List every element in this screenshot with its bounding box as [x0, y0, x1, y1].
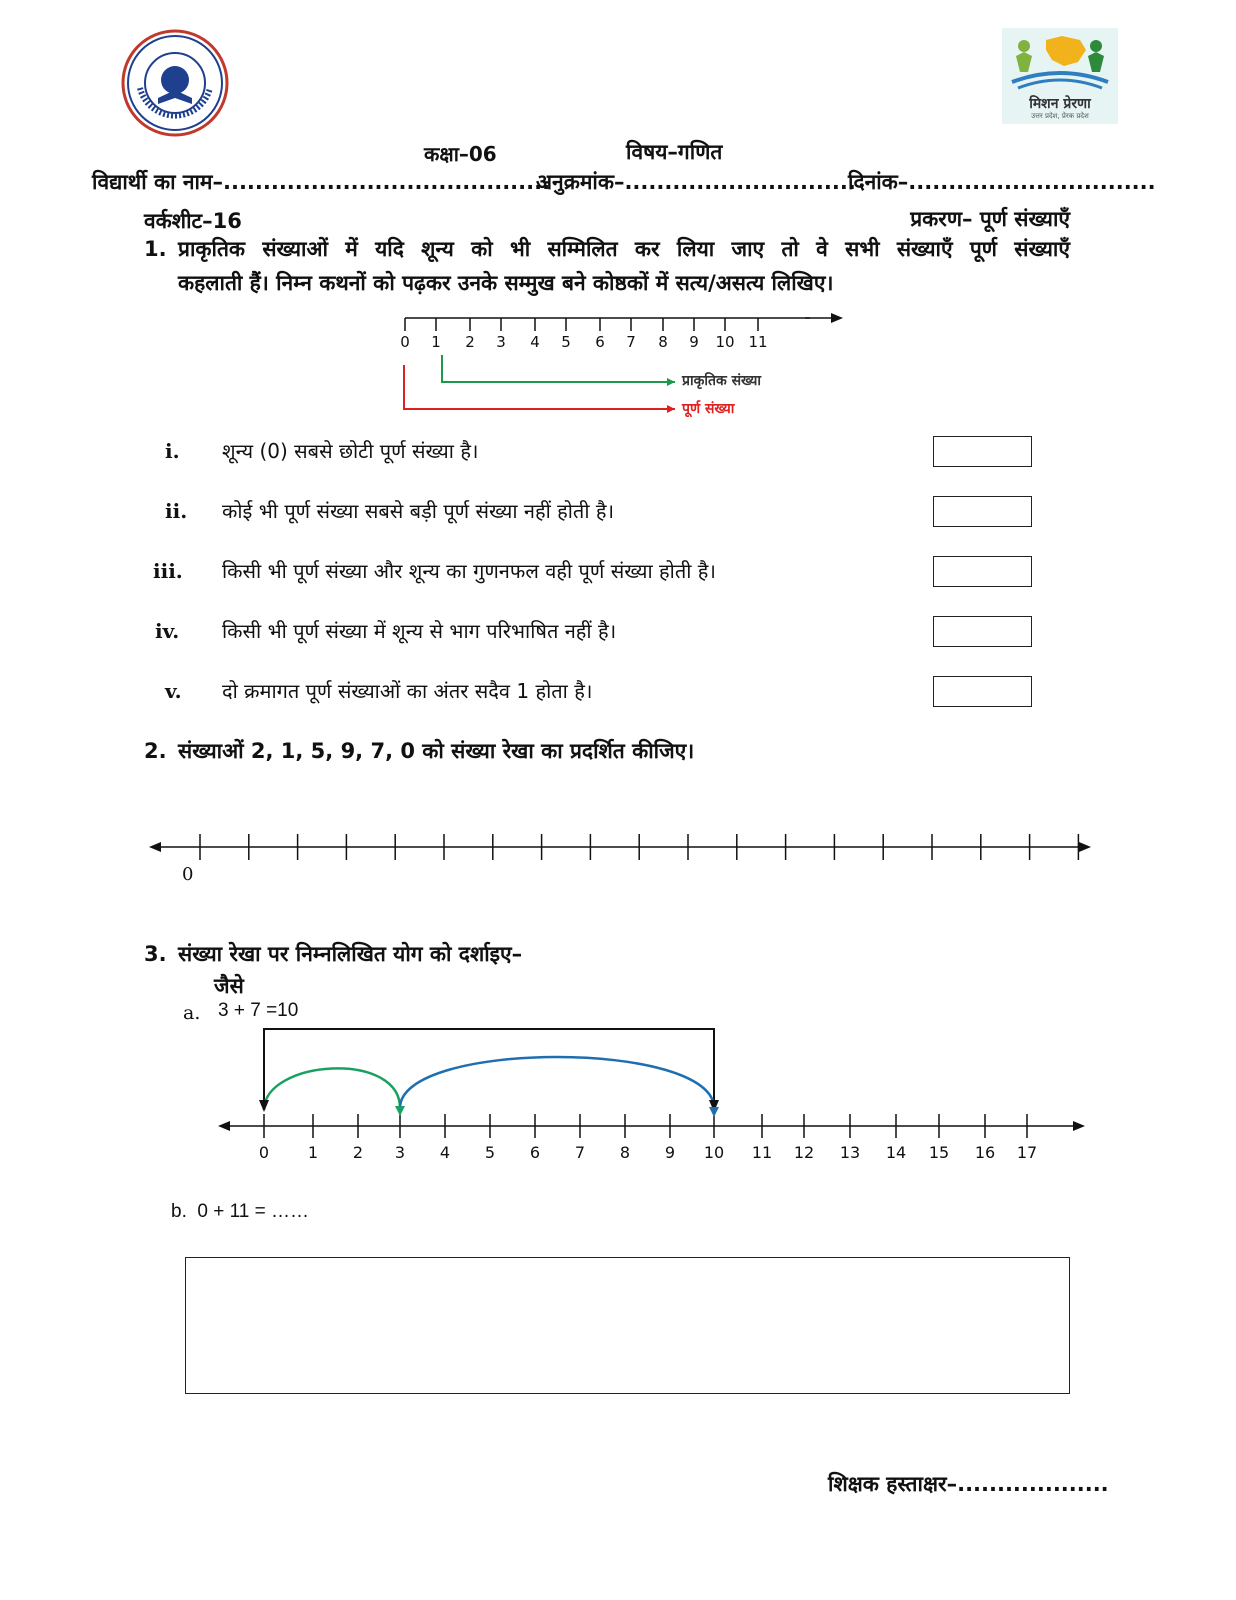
arc-plus-7	[400, 1057, 714, 1108]
tick-label: 0	[258, 1143, 270, 1162]
tick-label: 5	[484, 1143, 496, 1162]
true-false-answer-box[interactable]	[933, 676, 1032, 707]
mission-prerna-logo	[1002, 28, 1118, 124]
tick-label: 2	[352, 1143, 364, 1162]
teacher-signature-field[interactable]: शिक्षक हस्ताक्षर–...................	[828, 1472, 1109, 1496]
true-false-answer-box[interactable]	[933, 556, 1032, 587]
tick-label: 16	[974, 1143, 996, 1162]
diagram-tick-label: 6	[595, 333, 605, 351]
statement-text: दो क्रमागत पूर्ण संख्याओं का अंतर सदैव 1 होता है।	[222, 679, 593, 703]
statement-number: ii.	[165, 499, 188, 523]
student-name-field[interactable]: विद्यार्थी का नाम–.........................................	[92, 170, 551, 194]
diagram-tick-label: 0	[400, 333, 410, 351]
arc-arrowhead	[395, 1106, 405, 1116]
statement-number: iii.	[153, 559, 183, 583]
scert-logo	[120, 28, 230, 138]
natural-number-label: प्राकृतिक संख्या	[682, 373, 761, 389]
q3-text: संख्या रेखा पर निम्नलिखित योग को दर्शाइए–	[178, 942, 523, 966]
tick-label: 10	[703, 1143, 725, 1162]
q1-text-line1: प्राकृतिक संख्याओं में यदि शून्य को भी सम्मिलित कर लिया जाए तो वे सभी संख्याएँ पूर्ण संख्याएँ	[178, 237, 1070, 261]
diagram-arrowhead	[805, 312, 845, 326]
statement-text: कोई भी पूर्ण संख्या सबसे बड़ी पूर्ण संख्या नहीं होती है।	[222, 499, 615, 523]
tick-label: 11	[751, 1143, 773, 1162]
diagram-tick-label: 8	[658, 333, 668, 351]
diagram-tick-label: 9	[689, 333, 699, 351]
whole-number-diagram	[390, 305, 810, 425]
diagram-tick-label: 7	[626, 333, 636, 351]
statement-number: iv.	[155, 619, 180, 643]
part-b-expression: b. 0 + 11 = ……	[171, 1201, 310, 1222]
tick-label: 1	[307, 1143, 319, 1162]
tick-label: 12	[793, 1143, 815, 1162]
class-label: कक्षा–06	[424, 142, 497, 166]
natural-number-bracket	[442, 355, 675, 382]
subject-label: विषय–गणित	[626, 140, 723, 164]
answer-box[interactable]	[185, 1257, 1070, 1394]
diagram-tick-label: 1	[431, 333, 441, 351]
tick-label: 6	[529, 1143, 541, 1162]
topic-label: प्रकरण– पूर्ण संख्याएँ	[910, 207, 1070, 231]
arc-plus-3	[264, 1068, 400, 1110]
q1-number: 1.	[144, 237, 167, 261]
diagram-tick-label: 4	[530, 333, 540, 351]
date-field[interactable]: दिनांक–...............................	[848, 170, 1156, 194]
q2-number-line[interactable]	[145, 825, 1095, 869]
tick-label: 14	[885, 1143, 907, 1162]
tick-label: 13	[839, 1143, 861, 1162]
sum-bracket-line	[264, 1029, 714, 1104]
logo-title: मिशन प्रेरणा	[1029, 96, 1091, 112]
tick-label: 8	[619, 1143, 631, 1162]
statement-text: शून्य (0) सबसे छोटी पूर्ण संख्या है।	[222, 439, 479, 463]
tick-label: 4	[439, 1143, 451, 1162]
statement-text: किसी भी पूर्ण संख्या और शून्य का गुणनफल वही पूर्ण संख्या होती है।	[222, 559, 716, 583]
part-a-letter: a.	[183, 1002, 201, 1024]
q2-zero-label: 0	[182, 864, 194, 885]
q1-text-line2: कहलाती हैं। निम्न कथनों को पढ़कर उनके सम्मुख बने कोष्ठकों में सत्य/असत्य लिखिए।	[178, 271, 834, 295]
worksheet-label: वर्कशीट–16	[144, 209, 242, 233]
bracket-arrowhead	[259, 1100, 269, 1112]
part-a-expression: 3 + 7 =10	[218, 1000, 299, 1021]
diagram-tick-label: 10	[715, 333, 735, 351]
statement-text: किसी भी पूर्ण संख्या में शून्य से भाग परिभाषित नहीं है।	[222, 619, 617, 643]
q3-number: 3.	[144, 942, 167, 966]
statement-number: i.	[165, 439, 180, 463]
roll-number-field[interactable]: अनुक्रमांक–.............................	[536, 170, 856, 194]
statement-number: v.	[165, 679, 182, 703]
tick-label: 9	[664, 1143, 676, 1162]
diagram-tick-label: 11	[748, 333, 768, 351]
q2-text: संख्याओं 2, 1, 5, 9, 7, 0 को संख्या रेखा का प्रदर्शित कीजिए।	[178, 739, 695, 763]
logo-subtitle: उत्तर प्रदेश, प्रेरक प्रदेश	[1031, 112, 1089, 120]
diagram-tick-label: 5	[561, 333, 571, 351]
arc-arrowhead	[709, 1107, 719, 1117]
example-label: जैसे	[214, 974, 244, 998]
q3-number-line	[215, 1020, 1090, 1170]
true-false-answer-box[interactable]	[933, 436, 1032, 467]
whole-number-label: पूर्ण संख्या	[682, 401, 735, 417]
true-false-answer-box[interactable]	[933, 496, 1032, 527]
true-false-answer-box[interactable]	[933, 616, 1032, 647]
tick-label: 17	[1016, 1143, 1038, 1162]
q2-number: 2.	[144, 739, 167, 763]
tick-label: 15	[928, 1143, 950, 1162]
diagram-tick-label: 2	[465, 333, 475, 351]
diagram-tick-label: 3	[496, 333, 506, 351]
tick-label: 7	[574, 1143, 586, 1162]
whole-number-bracket	[404, 365, 675, 409]
tick-label: 3	[394, 1143, 406, 1162]
